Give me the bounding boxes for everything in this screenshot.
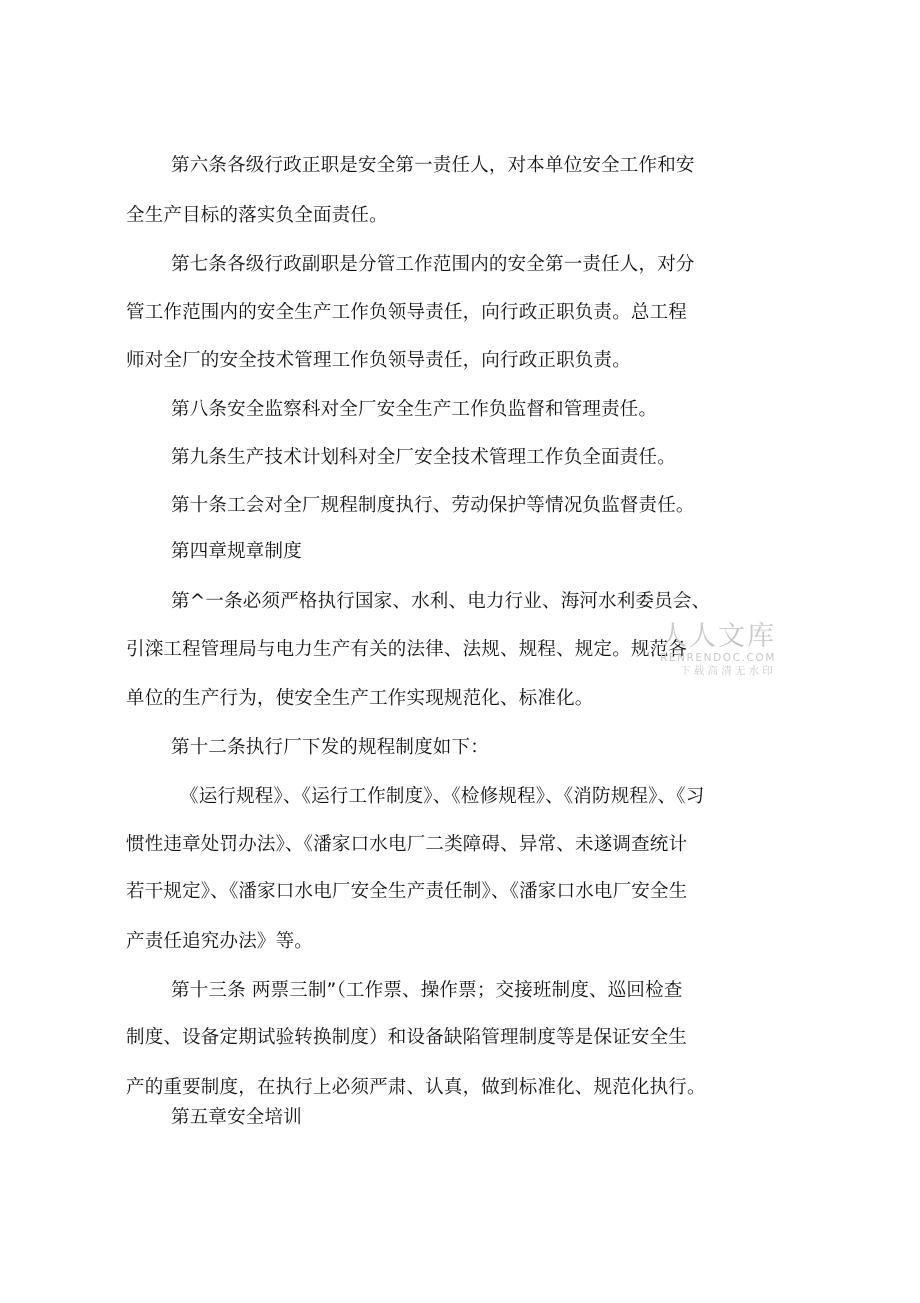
text-line: 若干规定》、《潘家口水电厂安全生产责任制》、《潘家口水电厂安全生 xyxy=(126,881,688,902)
watermark-tagline: 下载高清无水印 xyxy=(680,665,776,677)
text-line: 制度、设备定期试验转换制度）和设备缺陷管理制度等是保证安全生 xyxy=(126,1027,688,1048)
text-line: 《运行规程》、《运行工作制度》、《检修规程》、《消防规程》、《习 xyxy=(180,786,705,807)
text-line: 第十二条执行厂下发的规程制度如下： xyxy=(171,737,489,758)
watermark-title: 人人文库 xyxy=(660,621,776,652)
text-line: 产责任追究办法》等。 xyxy=(126,931,314,952)
text-line: 全生产目标的落实负全面责任。 xyxy=(126,205,388,226)
text-line: 第^一条必须严格执行国家、水利、电力行业、海河水利委员会、 xyxy=(171,591,711,612)
text-line: 第十三条 两票三制”（工作票、操作票；交接班制度、巡回检查 xyxy=(171,980,683,1001)
chapter-heading: 第五章安全培训 xyxy=(171,1107,302,1128)
text-line: 引滦工程管理局与电力生产有关的法律、法规、规程、规定。规范各 xyxy=(126,639,688,660)
watermark-domain: RENRENDOC.COM xyxy=(659,652,776,664)
text-line: 单位的生产行为，使安全生产工作实现规范化、标准化。 xyxy=(126,688,594,709)
chapter-heading: 第四章规章制度 xyxy=(171,541,302,562)
watermark xyxy=(646,622,776,678)
text-line: 产的重要制度，在执行上必须严肃、认真，做到标准化、规范化执行。 xyxy=(126,1077,706,1098)
text-line: 管工作范围内的安全生产工作负领导责任，向行政正职负责。总工程 xyxy=(126,302,688,323)
text-line: 第十条工会对全厂规程制度执行、劳动保护等情况负监督责任。 xyxy=(171,495,695,516)
text-line: 第七条各级行政副职是分管工作范围内的安全第一责任人，对分 xyxy=(171,254,695,275)
text-line: 第六条各级行政正职是安全第一责任人，对本单位安全工作和安 xyxy=(171,155,695,176)
text-line: 惯性违章处罚办法》、《潘家口水电厂二类障碍、异常、未遂调查统计 xyxy=(126,834,688,855)
text-line: 第八条安全监察科对全厂安全生产工作负监督和管理责任。 xyxy=(171,399,658,420)
text-line: 师对全厂的安全技术管理工作负领导责任，向行政正职负责。 xyxy=(126,350,631,371)
text-line: 第九条生产技术计划科对全厂安全技术管理工作负全面责任。 xyxy=(171,447,676,468)
